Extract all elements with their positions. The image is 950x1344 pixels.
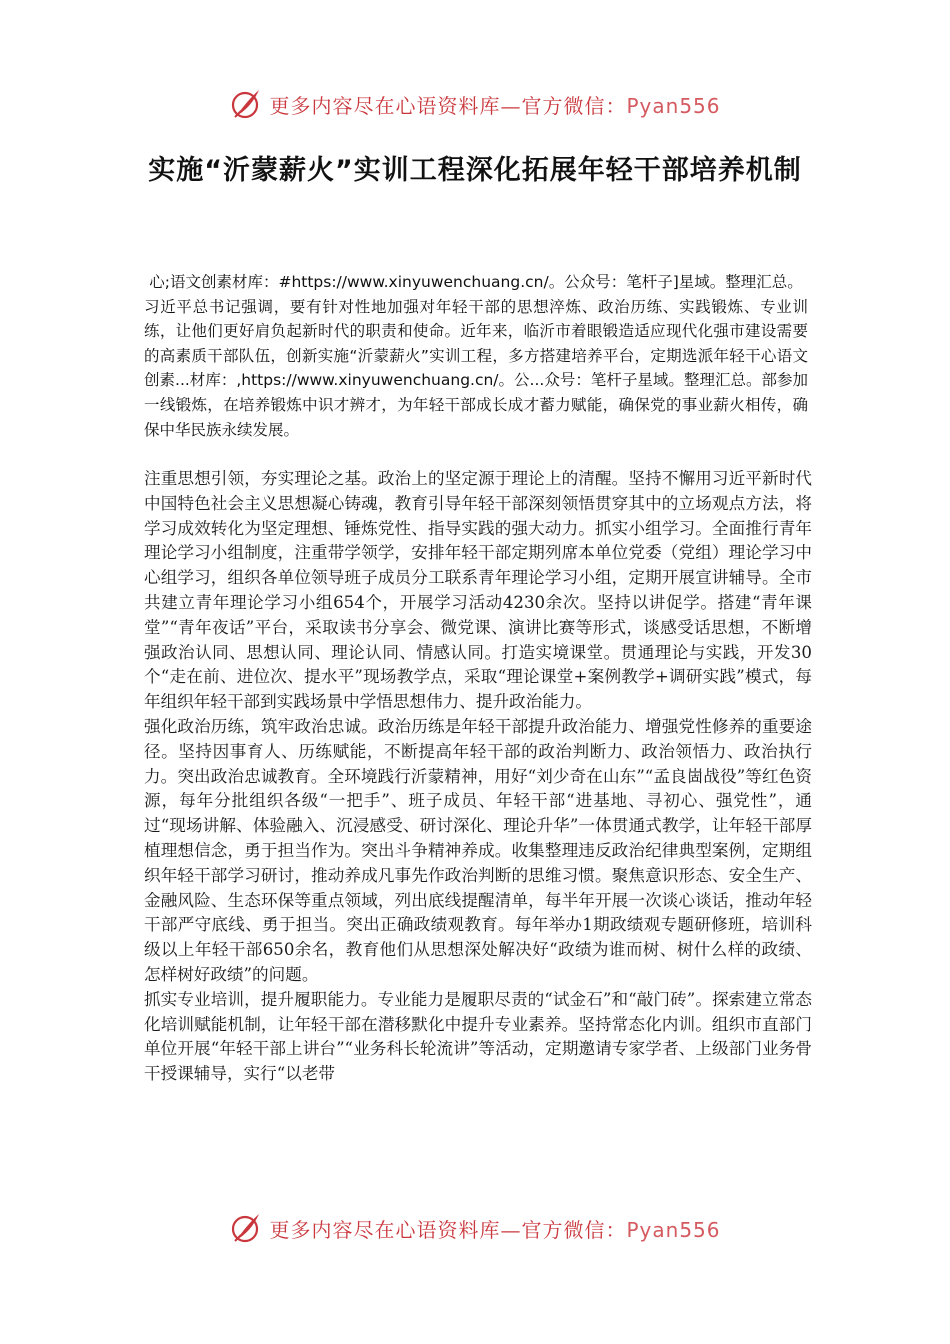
body-paragraph: 强化政治历练，筑牢政治忠诚。政治历练是年轻干部提升政治能力、增强党性修养的重要途径。坚持因事育人、历练赋能，不断提高年轻干部的政治判断力、政治领悟力、政治执行力。突出政治忠诚教育。全环境践行沂蒙精神，用好“刘少奇在山东”“孟良崮战役”等红色资源，每年分批组织各级“一把手”、班子成员、年轻干部“进基地、寻初心、强党性”，通过“现场讲解、体验融入、沉浸感受、研讨深化、理论升华”一体贯通式教学，让年轻干部厚植理想信念，勇于担当作为。突出斗争精神养成。收集整理违反政治纪律典型案例，定期组织年轻干部学习研讨，推动养成凡事先作政治判断的思维习惯。聚焦意识形态、安全生产、金融风险、生态环保等重点领域，列出底线提醒清单，每半年开展一次谈心谈话，推动年轻干部严守底线、勇于担当。突出正确政绩观教育。每年举办1期政绩观专题研修班，培训科级以上年轻干部650余名，教育他们从思想深处解决好“政绩为谁而树、树什么样的政绩、怎样树好政绩”的问题。 — [144, 716, 812, 984]
intro-block — [144, 270, 808, 442]
lead-paragraph: 习近平总书记强调，要有针对性地加强对年轻干部的思想淬炼、政治历练、实践锻炼、专业训练，让他们更好肩负起新时代的职责和使命。近年来，临沂市着眼锻造适应现代化强市建设需要的高素质干部队伍，创新实施“沂蒙薪火”实训工程，多方搭建培养平台，定期选派年轻干心语文创素...材库：,https://www.xinyuwenchuang.cn/。公...众号：笔杆子星域。整理汇总。部参加一线锻炼，在培养锻炼中识才辨才，为年轻干部成长成才蓄力赋能，确保党的事业薪火相传，确保中华民族永续发展。 — [144, 297, 808, 439]
quill-logo-icon — [229, 87, 263, 121]
document-title: 实施“沂蒙薪火”实训工程深化拓展年轻干部培养机制 — [148, 155, 802, 186]
banner-text: 更多内容尽在心语资料库—官方微信：Pyan556 — [269, 93, 721, 118]
body-paragraph: 抓实专业培训，提升履职能力。专业能力是履职尽责的“试金石”和“敲门砖”。探索建立常态化培训赋能机制，让年轻干部在潜移默化中提升专业素养。坚持常态化内训。组织市直部门单位开展“年轻干部上讲台”“业务科长轮流讲”等活动，定期邀请专家学者、上级部门业务骨干授课辅导，实行“以老带 — [144, 989, 812, 1084]
quill-logo-icon — [229, 1211, 263, 1245]
footer-watermark-banner — [0, 1208, 950, 1248]
banner-text: 更多内容尽在心语资料库—官方微信：Pyan556 — [269, 1217, 721, 1242]
article-body — [144, 467, 812, 1087]
body-paragraph: 注重思想引领，夯实理论之基。政治上的坚定源于理论上的清醒。坚持不懈用习近平新时代中国特色社会主义思想凝心铸魂，教育引导年轻干部深刻领悟贯穿其中的立场观点方法，将学习成效转化为坚定理想、锤炼党性、指导实践的强大动力。抓实小组学习。全面推行青年理论学习小组制度，注重带学领学，安排年轻干部定期列席本单位党委（党组）理论学习中心组学习，组织各单位领导班子成员分工联系青年理论学习小组，定期开展宣讲辅导。全市共建立青年理论学习小组654个，开展学习活动4230余次。坚持以讲促学。搭建“青年课堂”“青年夜话”平台，采取读书分享会、微党课、演讲比赛等形式，谈感受话思想，不断增强政治认同、思想认同、理论认同、情感认同。打造实境课堂。贯通理论与实践，开发30个“走在前、进位次、提水平”现场教学点，采取“理论课堂+案例教学+调研实践”模式，每年组织年轻干部到实践场景中学悟思想伟力、提升政治能力。 — [144, 469, 812, 712]
header-watermark-banner — [0, 84, 950, 124]
source-line: 心;语文创素材库：#https://www.xinyuwenchuang.cn/。公众号：笔杆子]星域。整理汇总。 — [149, 273, 803, 291]
